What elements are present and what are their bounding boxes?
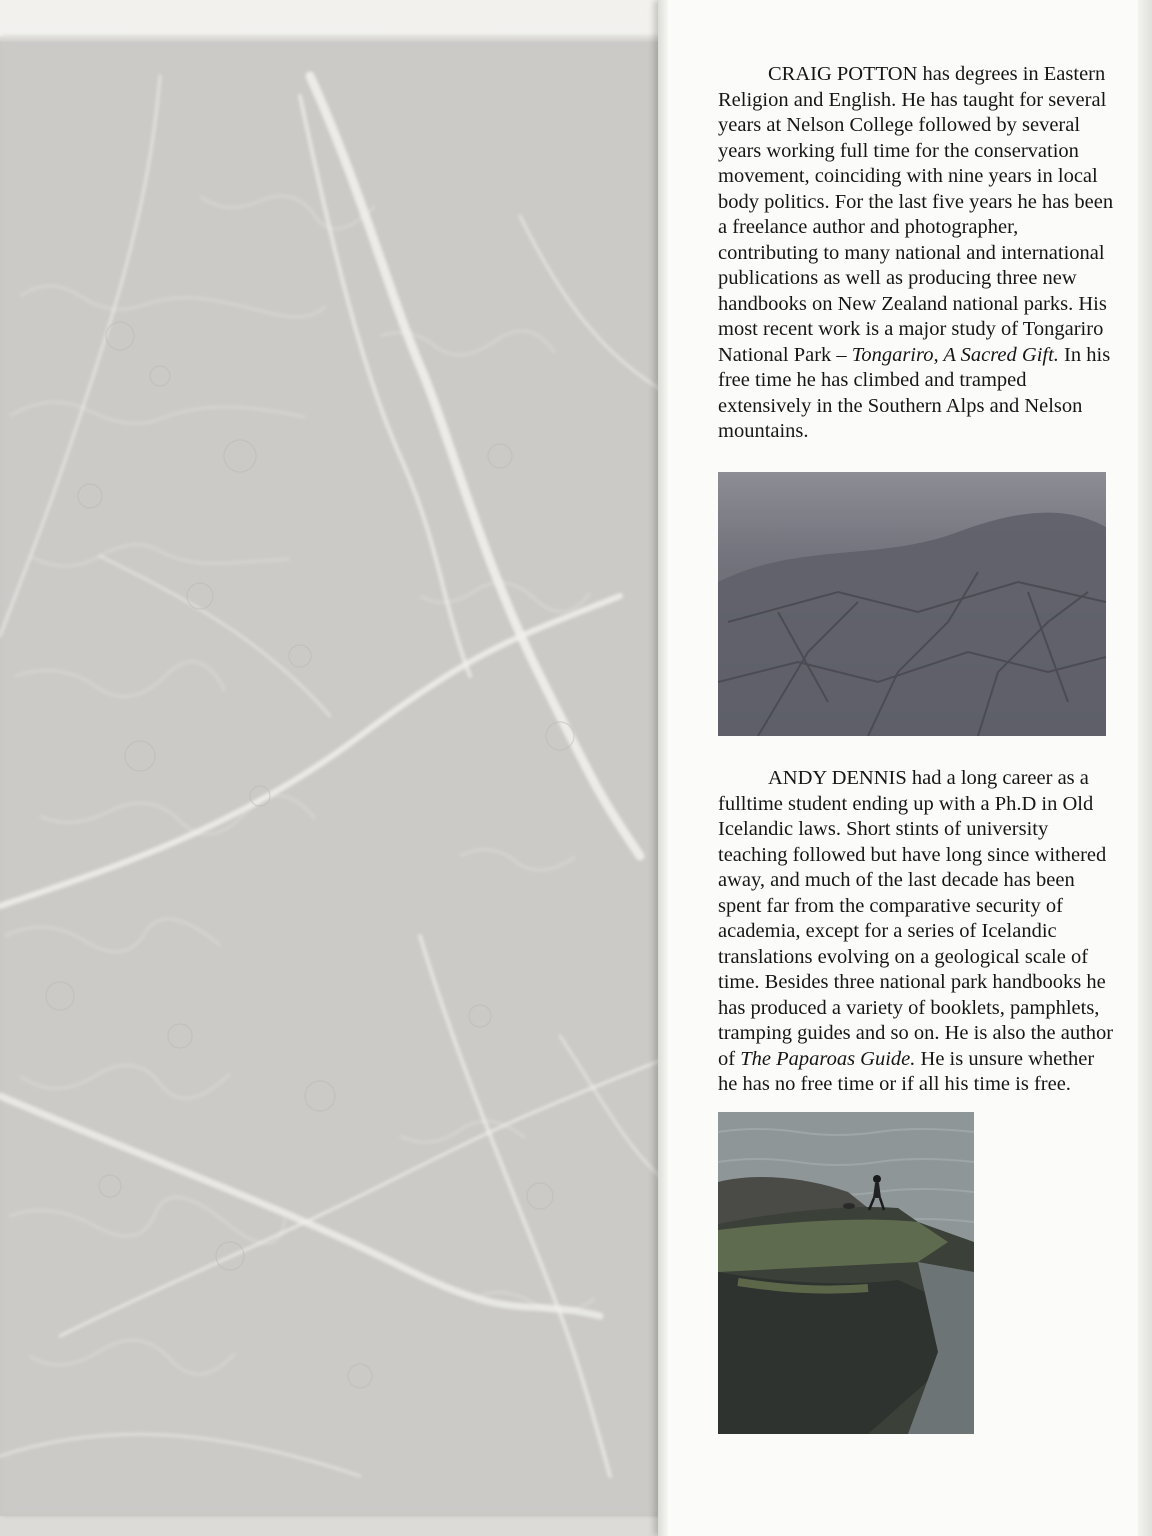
book-endpaper-marbled bbox=[0, 36, 672, 1516]
flap-outer-edge bbox=[1138, 0, 1152, 1536]
marble-texture bbox=[0, 36, 672, 1516]
board-top-edge bbox=[0, 36, 672, 42]
author-bio-text: In his free time he has climbed and tramped extensively in the Southern Alps and Nelson mountains. bbox=[718, 343, 1111, 442]
author-bio-text: has degrees in Eastern Religion and English. He has taught for several years at Nelson College followed by several years working full time for the conservation movement, coinciding with nine years in local body politics. For the last five years he has been a freelance author and photographer, contributing to many national and international publications as well as producing three new handbooks on New Zealand national parks. His most recent work is a major study of Tongariro National Park – bbox=[718, 63, 1114, 366]
book-title: Tongariro, A Sacred Gift. bbox=[851, 343, 1059, 366]
author-bio-andy-dennis bbox=[718, 766, 1114, 1098]
photo-coastal-walker bbox=[718, 1112, 974, 1434]
author-bio-text: He is unsure whether he has no free time or if all his time is free. bbox=[718, 1047, 1095, 1095]
author-bio-text: had a long career as a fulltime student ending up with a Ph.D in Old Icelandic laws. Short stints of university teaching followed but have long since withered away, and much of the last decade has been spent far from the comparative security of academia, except for a series of Icelandic translations evolving on a geological scale of time. Besides three national park handbooks he has produced a variety of booklets, pamphlets, tramping guides and so on. He is also the author of bbox=[718, 767, 1114, 1070]
flap-fold-edge bbox=[658, 0, 668, 1536]
author-bio-craig-potton bbox=[718, 62, 1114, 445]
book-title: The Paparoas Guide. bbox=[740, 1047, 916, 1070]
photo-rocky-landscape bbox=[718, 472, 1106, 736]
author-name: CRAIG POTTON bbox=[768, 63, 918, 85]
author-name: ANDY DENNIS bbox=[768, 767, 907, 789]
